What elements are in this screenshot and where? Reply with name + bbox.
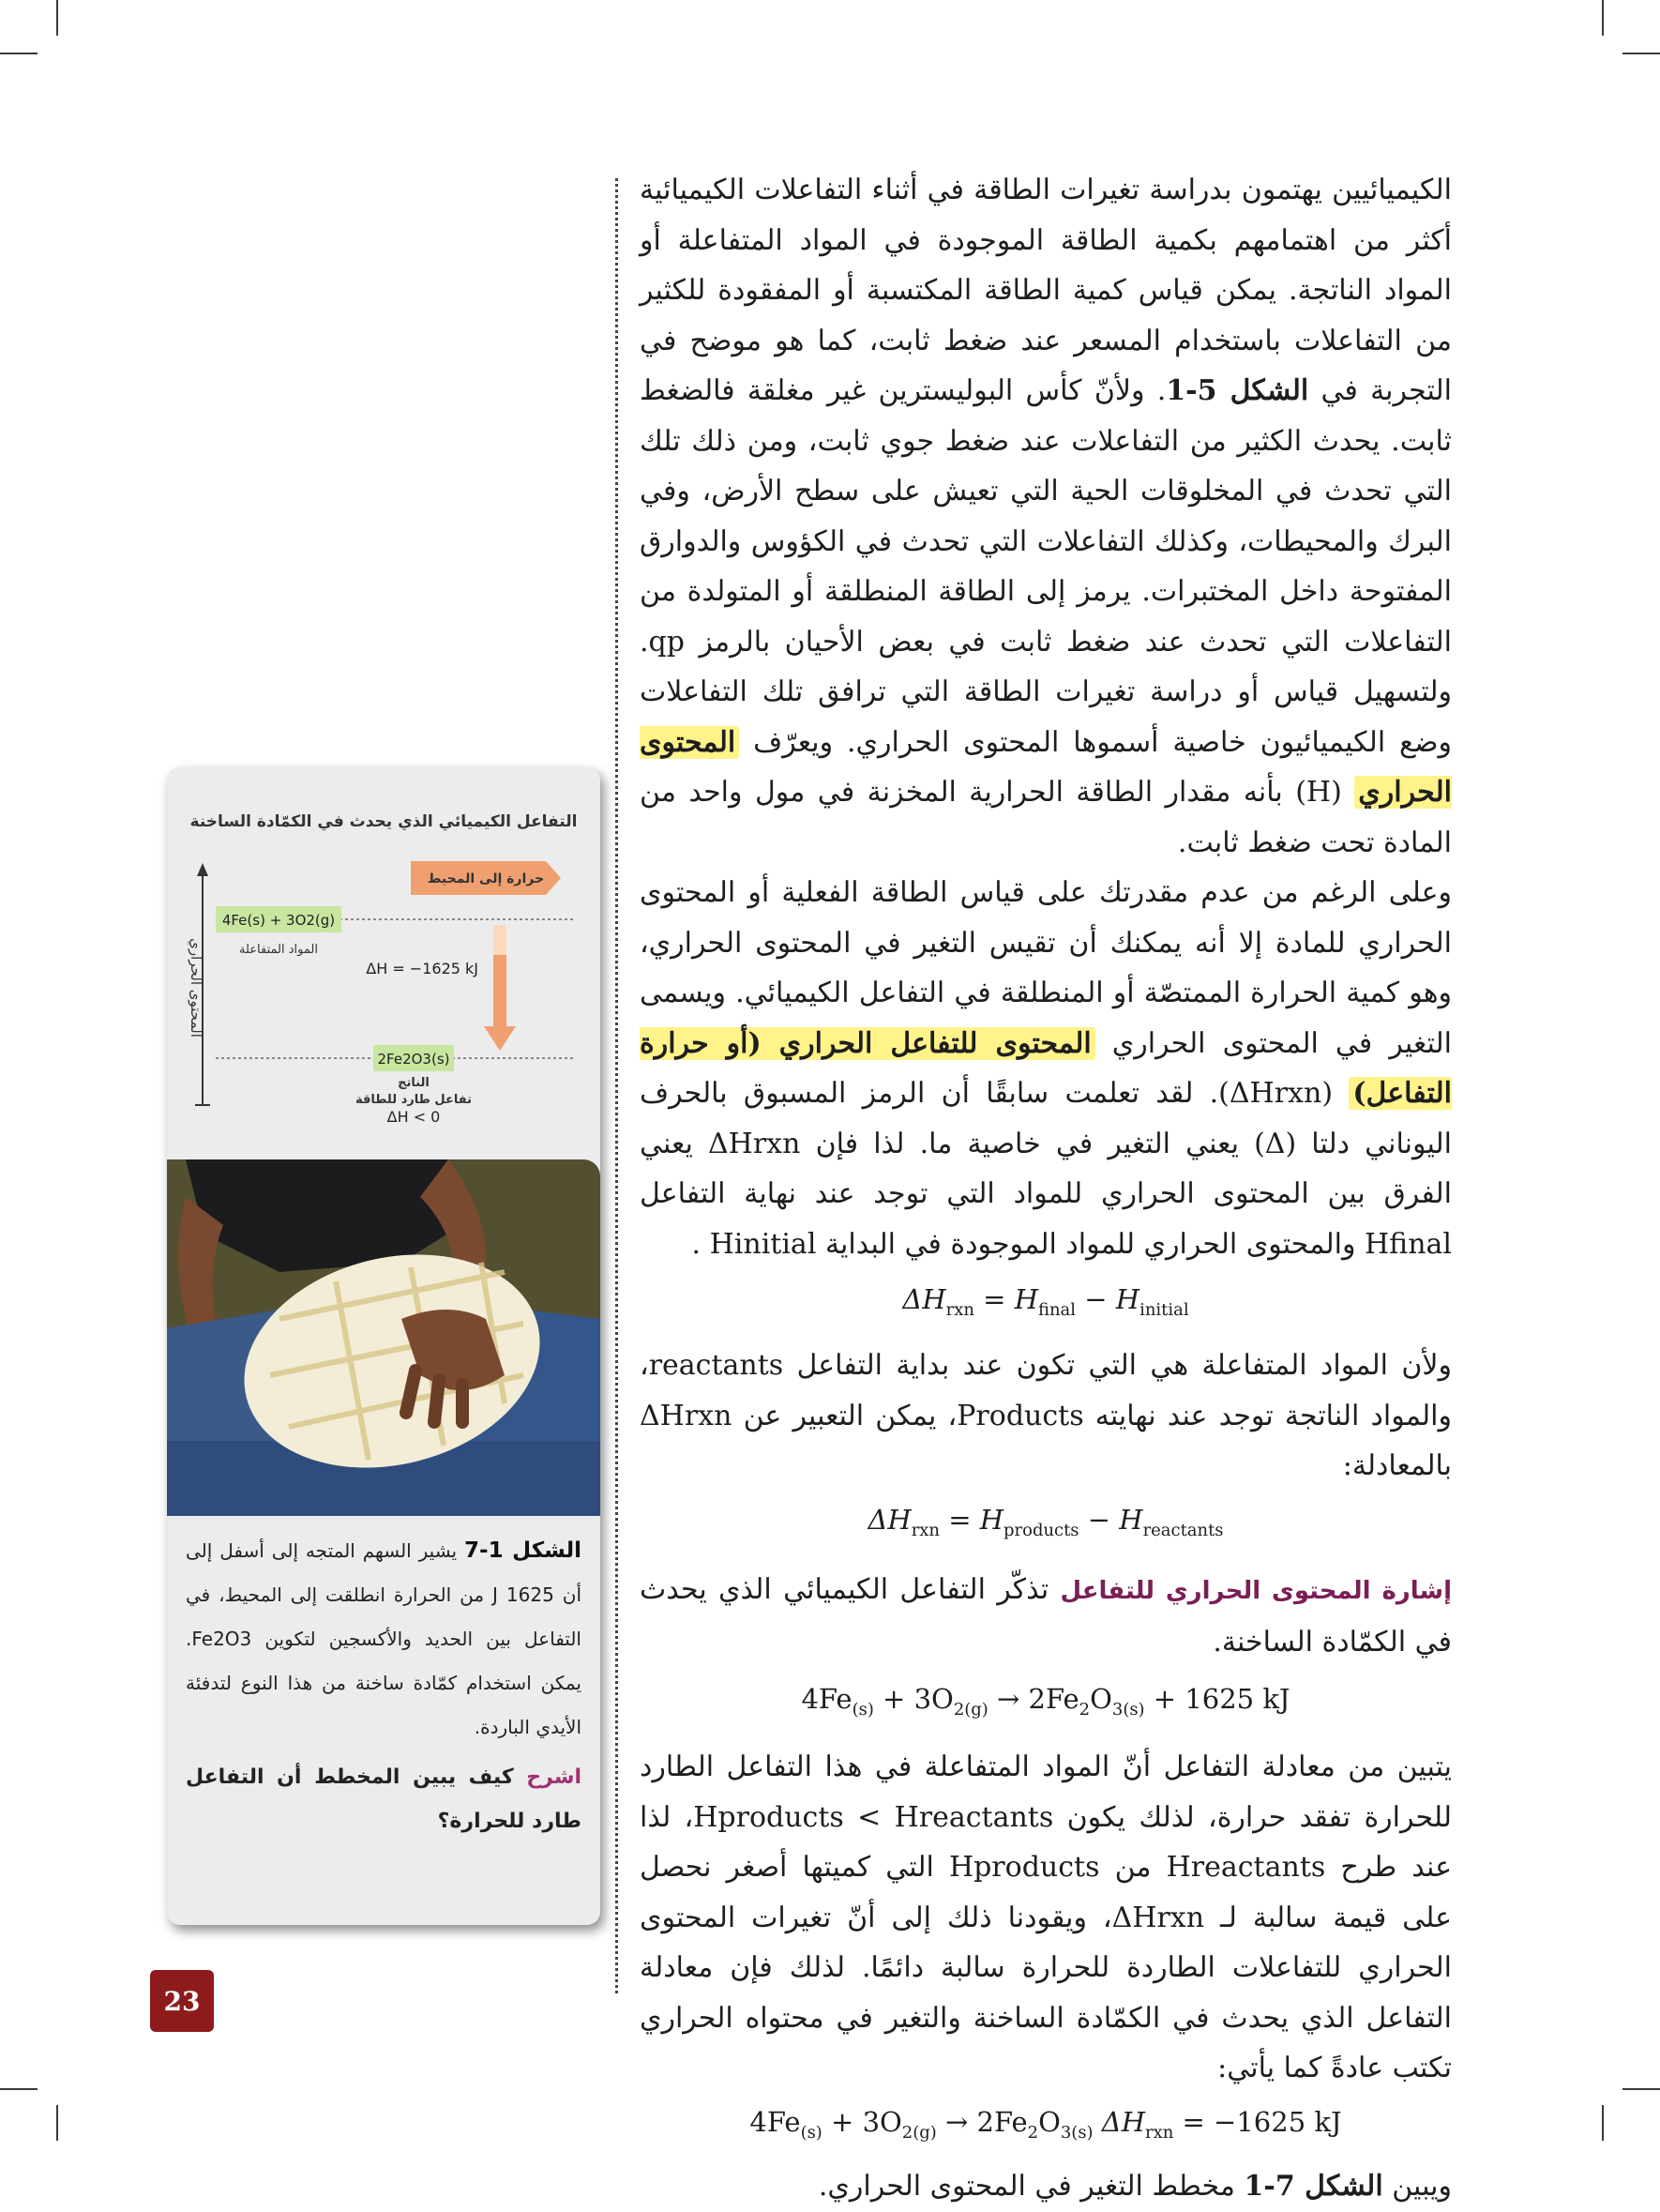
delta-h-sign: ΔH < 0	[386, 1108, 441, 1124]
page-number: 23	[150, 1970, 214, 2032]
paragraph-1: الكيميائيين يهتمون بدراسة تغيرات الطاقة في أثناء التفاعلات الكيميائية أكثر من اهتمامهم بكمية الطاقة الموجودة في المواد المتفاعلة أو المواد الناتجة. يمكن قياس كمية الطاقة المكتسبة أو المفقودة للكثير من التفاعلات باستخدام المسعر عند ضغط ثابت، كما هو موضح في التجربة في الشكل 5-1. ولأنّ كأس البوليسترين غير مغلقة فالضغط ثابت. يحدث الكثير من التفاعلات عند ضغط جوي ثابت، ومن ذلك تلك التي تحدث في المخلوقات الحية التي تعيش على سطح الأرض، وفي البرك والمحيطات، وكذلك التفاعلات التي تحدث في الكؤوس والدوارق المفتوحة داخل المختبرات. يرمز إلى الطاقة المنطلقة أو المتولدة من التفاعلات التي تحدث عند ضغط ثابت في بعض الأحيان بالرمز qp. ولتسهيل قياس أو دراسة تغيرات الطاقة التي ترافق تلك التفاعلات وضع الكيميائيون خاصية أسموها المحتوى الحراري. ويعرّف المحتوى الحراري (H) بأنه مقدار الطاقة الحرارية المخزنة في مول واحد من المادة تحت ضغط ثابت.	[640, 174, 1452, 859]
crop-mark	[0, 2088, 38, 2090]
caption-question: اشرح كيف يبين المخطط أن التفاعل طارد للحرارة؟	[186, 1765, 581, 1833]
term-enthalpy: المحتوى الحراري	[640, 725, 1452, 809]
term-reaction-enthalpy: المحتوى للتفاعل الحراري (أو حرارة التفاعل)	[640, 1026, 1452, 1110]
delta-h-arrow-head	[484, 1026, 516, 1051]
paragraph-3: ولأن المواد المتفاعلة هي التي تكون عند بداية التفاعل reactants، والمواد الناتجة توجد عند نهايته Products، يمكن التعبير عن ΔHrxn بالمعادلة:	[640, 1349, 1453, 1483]
paragraph-4: إشارة المحتوى الحراري للتفاعل تذكّر التفاعل الكيميائي الذي يحدث في الكمّادة الساخنة.	[640, 1573, 1453, 1659]
product-formula: 2Fe2O3(s)	[377, 1051, 450, 1068]
crop-mark	[1602, 0, 1604, 36]
heat-arrow-label: حرارة إلى المحيط	[427, 871, 545, 886]
delta-h-arrow-body	[493, 955, 506, 1030]
figure-reference: الشكل 5-1	[1166, 374, 1309, 407]
paragraph-5: يتبين من معادلة التفاعل أنّ المواد المتفاعلة في هذا التفاعل الطارد للحرارة تفقد حرارة، لذلك يكون Hproducts < Hreactants، لذا عند طرح Hreactants من Hproducts التي كميتها أصغر نحصل على قيمة سالبة لـ ΔHrxn، ويقودنا ذلك إلى أنّ تغيرات المحتوى الحراري للتفاعلات الطاردة للحرارة سالبة دائمًا. لذلك فإن معادلة التفاعل الذي يحدث في الكمّادة الساخنة والتغير في محتواه الحراري تكتب عادةً كما يأتي:	[640, 1750, 1452, 2085]
caption-text: يشير السهم المتجه إلى أسفل إلى أن 1625 J من الحرارة انطلقت إلى المحيط، في التفاعل بين الحديد والأكسجين لتكوين Fe2O3. يمكن استخدام كمّادة ساخنة من هذا النوع لتدفئة الأيدي الباردة.	[186, 1539, 581, 1738]
figure-caption	[186, 1529, 581, 1843]
figure-reference: الشكل 7-1	[1244, 2170, 1383, 2204]
y-axis-arrow	[197, 863, 208, 876]
paragraph-2: وعلى الرغم من عدم مقدرتك على قياس الطاقة الفعلية أو المحتوى الحراري للمادة إلا أنه يمكنك أن تقيس التغير في المحتوى الحراري، وهو كمية الحرارة الممتصّة أو المنطلقة في التفاعل الكيميائي. ويسمى التغير في المحتوى الحراري المحتوى للتفاعل الحراري (أو حرارة التفاعل) (ΔHrxn). لقد تعلمت سابقًا أن الرمز المسبوق بالحرف اليوناني دلتا (Δ) يعني التغير في خاصية ما. لذا فإن ΔHrxn يعني الفرق بين المحتوى الحراري للمواد التي توجد عند نهاية التفاعل Hfinal والمحتوى الحراري للمواد الموجودة في البداية Hinitial .	[640, 876, 1452, 1261]
reactant-label: المواد المتفاعلة	[239, 943, 318, 957]
crop-mark	[1602, 2105, 1604, 2141]
equation-4: $4Fe_{(s)} + 3O_{2(g)} \to 2Fe_2O_{3(s)}$ $\Delta H_{rxn} = -1625$ kJ	[749, 2105, 1342, 2143]
section-label: إشارة المحتوى الحراري للتفاعل	[1060, 1577, 1453, 1606]
caption-label: الشكل 1-7	[464, 1538, 581, 1563]
product-label: الناتج	[398, 1076, 430, 1090]
equation-2: $\Delta H_{rxn} = H_{products} - H_{reactants}$	[868, 1503, 1224, 1540]
column-separator	[615, 178, 618, 1993]
crop-mark	[56, 2105, 58, 2141]
crop-mark	[1622, 53, 1660, 54]
equation-1: $\Delta H_{rxn} = H_{final} - H_{initial}$	[902, 1283, 1189, 1320]
y-axis-label: المحتوى الحراري	[188, 938, 204, 1038]
delta-h-label: ΔH = −1625 kJ	[366, 960, 478, 977]
figure-card	[167, 767, 600, 1925]
crop-mark	[0, 53, 38, 54]
enthalpy-diagram	[180, 842, 589, 1124]
main-text-column	[640, 165, 1452, 2212]
paragraph-6: ويبين الشكل 7-1 مخطط التغير في المحتوى الحراري.	[818, 2170, 1452, 2204]
figure-title: التفاعل الكيميائي الذي يحدث في الكمّادة الساخنة	[189, 812, 578, 831]
hot-pack-photo	[167, 1159, 600, 1516]
equation-3: $4Fe_{(s)} + 3O_{2(g)} \to 2Fe_2O_{3(s)} + 1625$ kJ	[801, 1683, 1290, 1720]
reaction-type: تفاعل طارد للطاقة	[355, 1093, 473, 1107]
reactant-formula: 4Fe(s) + 3O2(g)	[221, 912, 336, 929]
crop-mark	[1622, 2088, 1660, 2090]
crop-mark	[56, 0, 58, 36]
